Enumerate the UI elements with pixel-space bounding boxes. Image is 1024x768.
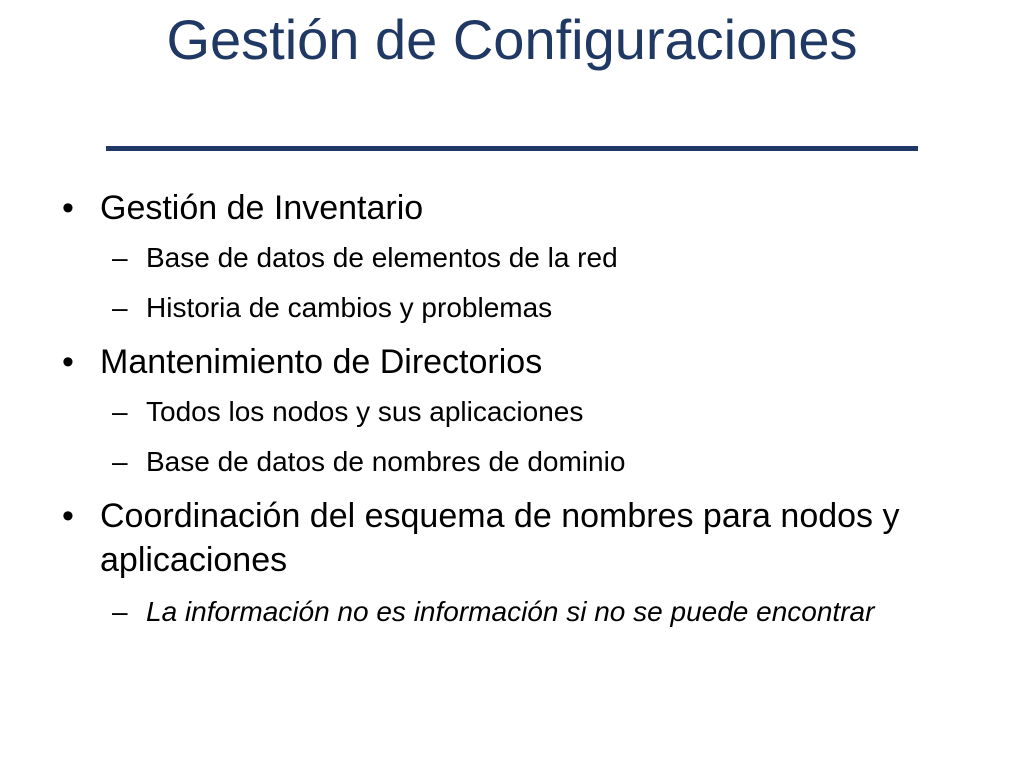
dash-marker: – [112, 596, 128, 627]
sub-bullet-text: Base de datos de elementos de la red [146, 242, 618, 273]
bullet-text: Mantenimiento de Directorios [100, 343, 543, 381]
sub-bullet-item [112, 592, 912, 632]
sub-bullet-item [112, 288, 912, 328]
sub-bullet-text: Base de datos de nombres de dominio [146, 446, 626, 477]
dash-marker: – [112, 446, 128, 477]
bullet-marker: • [62, 189, 74, 227]
dash-marker: – [112, 242, 128, 273]
dash-marker: – [112, 292, 128, 323]
sub-bullet-item [112, 392, 912, 432]
bullet-text: Gestión de Inventario [100, 189, 424, 227]
bullet-item [62, 340, 922, 384]
slide-title: Gestión de Configuraciones [166, 8, 858, 71]
sub-bullet-item [112, 238, 912, 278]
sub-bullet-text: Todos los nodos y sus aplicaciones [146, 396, 584, 427]
bullet-item [62, 494, 922, 582]
sub-bullet-item [112, 442, 912, 482]
bullet-item [62, 186, 922, 230]
dash-marker: – [112, 396, 128, 427]
sub-bullet-text: Historia de cambios y problemas [146, 292, 553, 323]
bullet-text: Coordinación del esquema de nombres para nodos y aplicaciones [100, 497, 900, 579]
bullet-marker: • [62, 497, 74, 535]
bullet-marker: • [62, 343, 74, 381]
sub-bullet-text: La información no es información si no se puede encontrar [146, 596, 875, 627]
